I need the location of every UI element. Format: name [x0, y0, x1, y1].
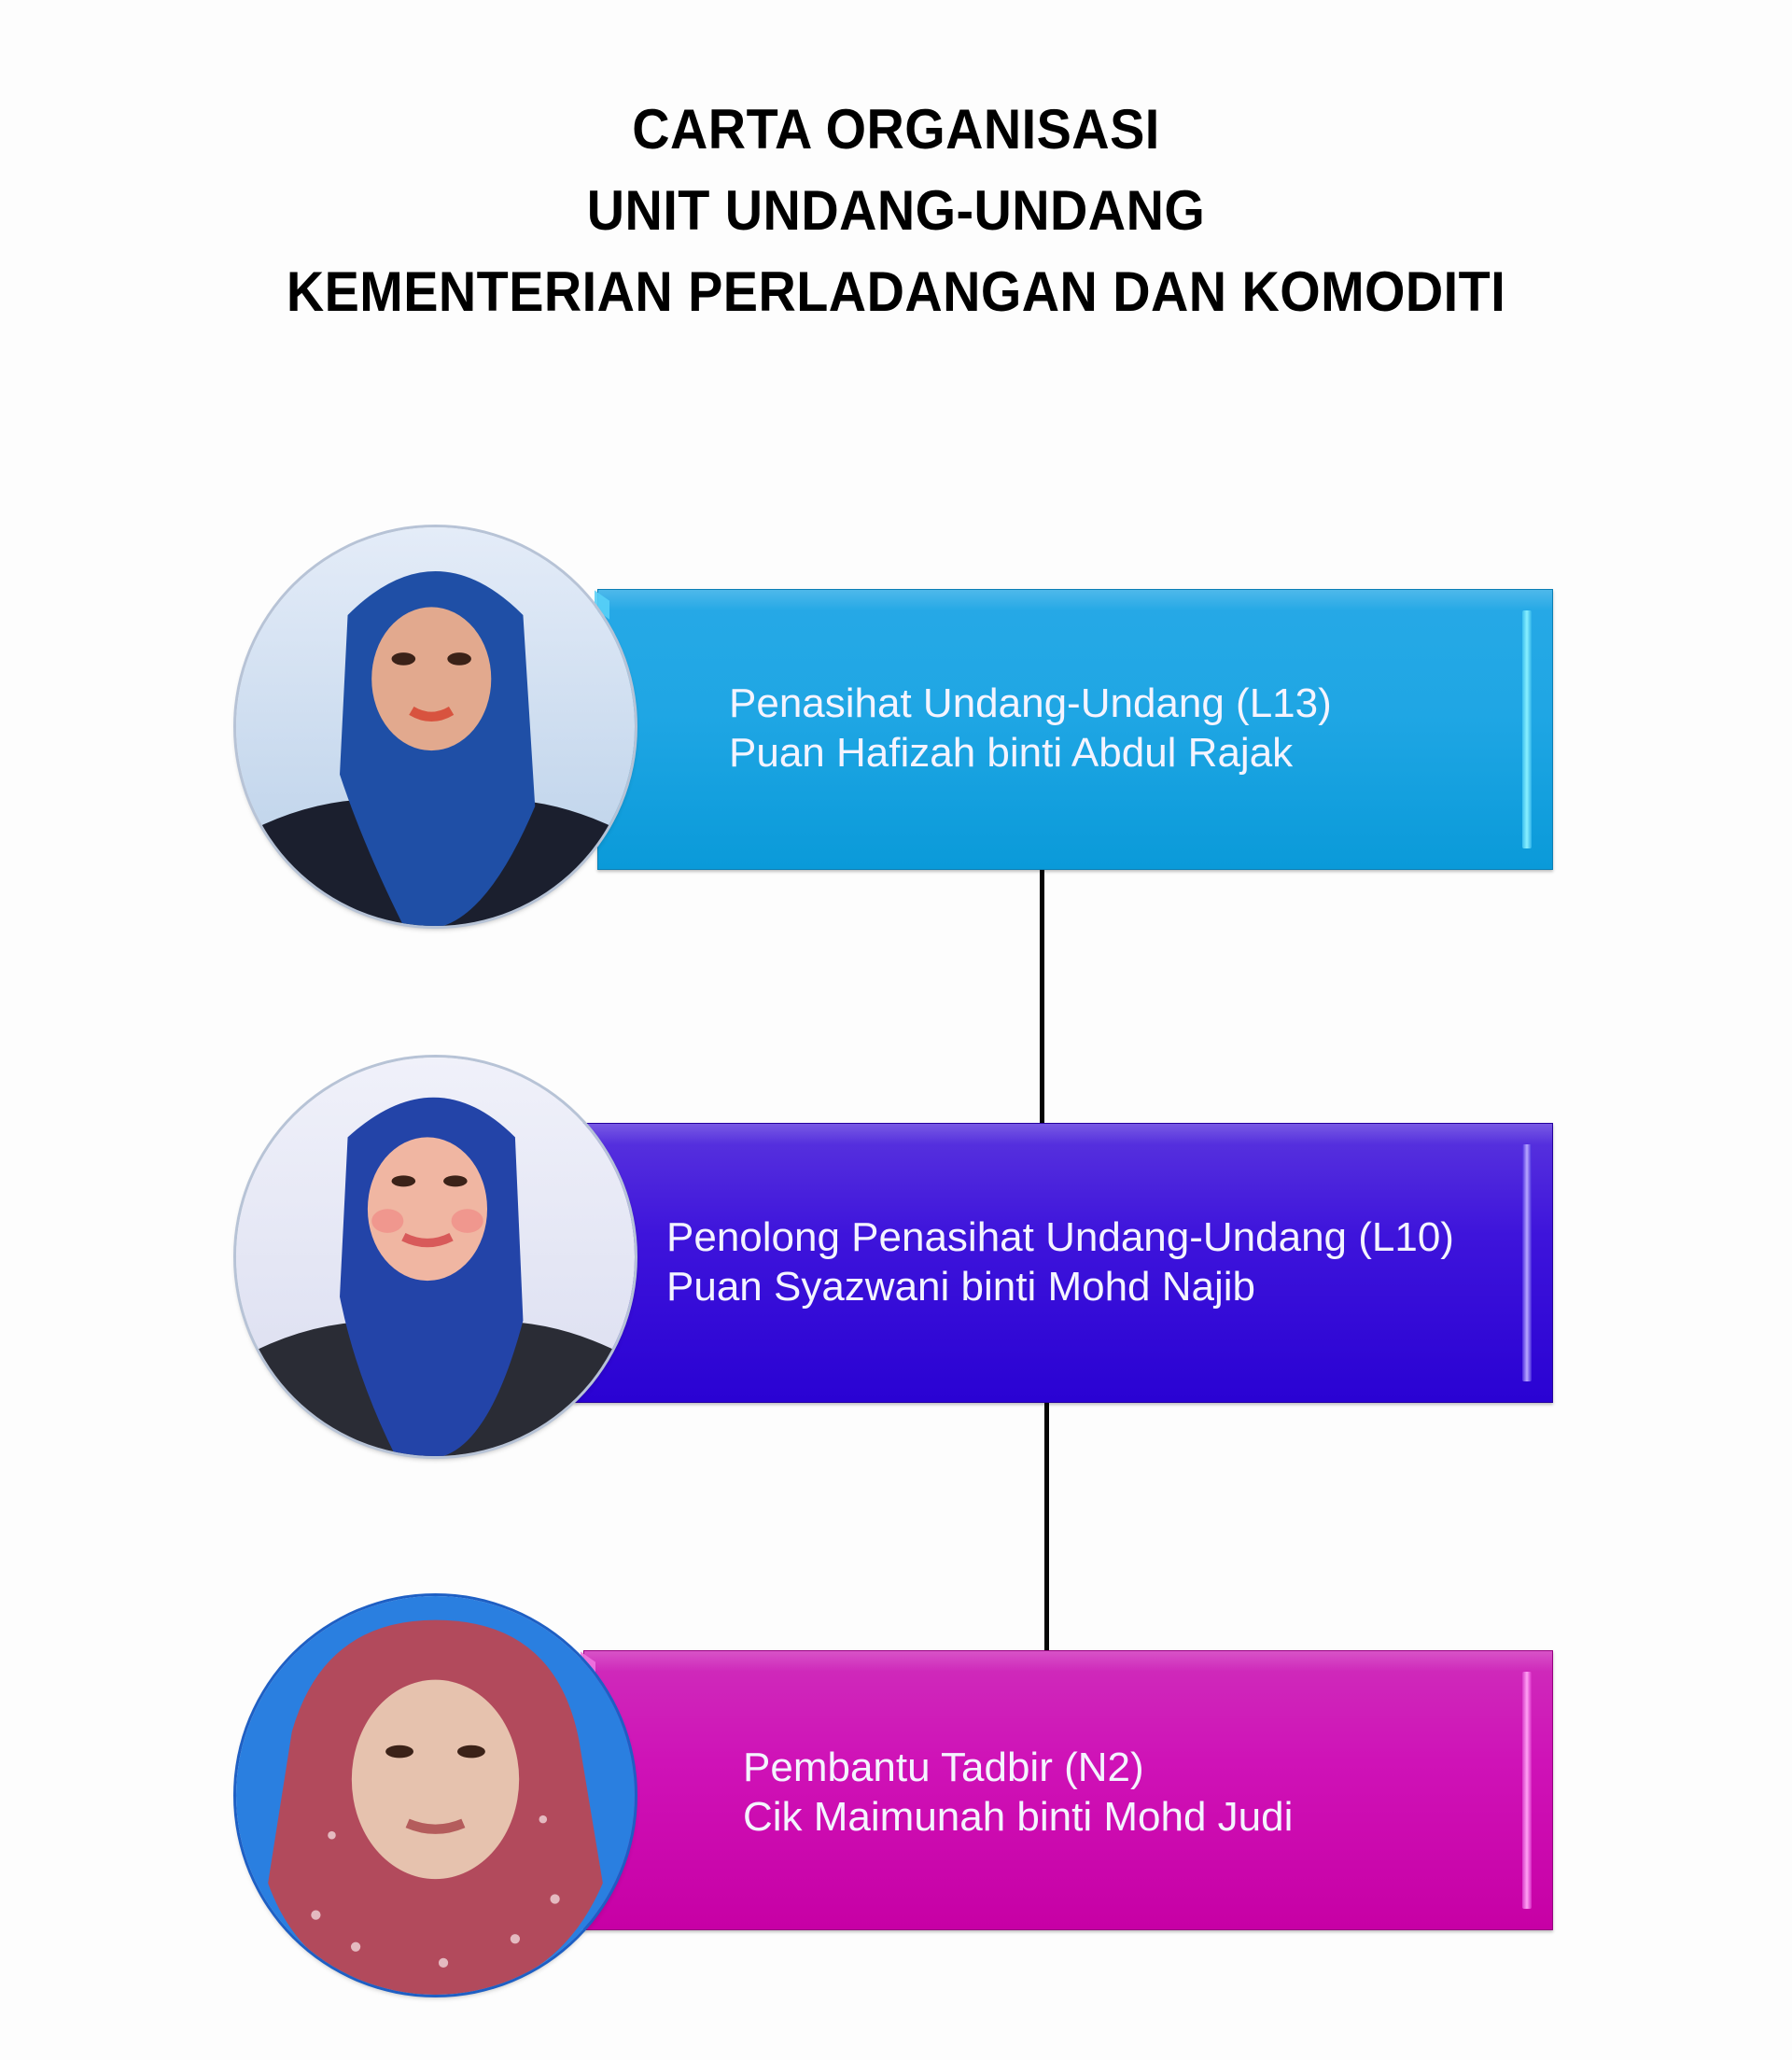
- avatar-photo-syazwani: [236, 1058, 635, 1456]
- node-text: [743, 1743, 1293, 1842]
- chart-title: [0, 89, 1792, 332]
- bevel-edge: [1522, 610, 1532, 848]
- org-node-administrative-assistant: [583, 1650, 1553, 1930]
- node-position: Penasihat Undang-Undang (L13): [729, 680, 1332, 726]
- node-text: [729, 679, 1332, 778]
- title-line-1: CARTA ORGANISASI: [632, 98, 1160, 161]
- org-node-legal-advisor: [597, 589, 1553, 870]
- avatar-photo-hafizah: [236, 527, 635, 926]
- portrait-photo-icon: [236, 1596, 635, 1995]
- avatar-photo-maimunah: [236, 1596, 635, 1995]
- connector-line-1-2: [1040, 868, 1044, 1125]
- title-line-3: KEMENTERIAN PERLADANGAN DAN KOMODITI: [286, 260, 1506, 323]
- node-position: Penolong Penasihat Undang-Undang (L10): [666, 1214, 1454, 1260]
- bevel-highlight: [598, 590, 1552, 610]
- bevel-highlight: [575, 1124, 1552, 1144]
- org-node-assistant-legal-advisor: [574, 1123, 1553, 1403]
- node-person-name: Puan Hafizah binti Abdul Rajak: [729, 730, 1294, 776]
- node-person-name: Cik Maimunah binti Mohd Judi: [743, 1794, 1294, 1840]
- bevel-edge: [1522, 1144, 1532, 1381]
- portrait-photo-icon: [236, 527, 635, 926]
- bevel-edge: [1522, 1672, 1532, 1909]
- node-person-name: Puan Syazwani binti Mohd Najib: [666, 1264, 1256, 1310]
- connector-line-2-3: [1044, 1401, 1049, 1652]
- node-text: [666, 1212, 1454, 1311]
- portrait-photo-icon: [236, 1058, 635, 1456]
- title-line-2: UNIT UNDANG-UNDANG: [586, 179, 1206, 242]
- bevel-highlight: [584, 1651, 1552, 1672]
- node-position: Pembantu Tadbir (N2): [743, 1745, 1144, 1790]
